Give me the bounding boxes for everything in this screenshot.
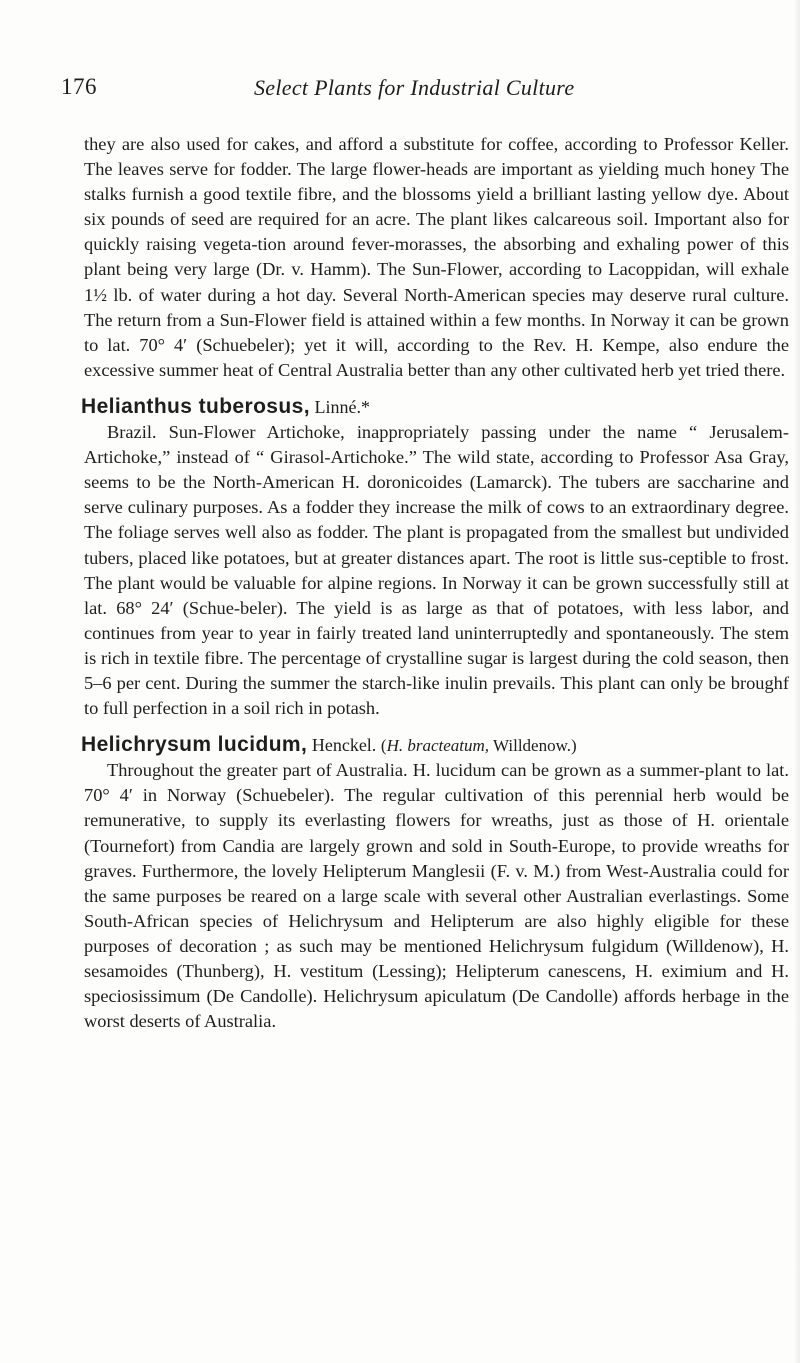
species-authority: Henckel. xyxy=(311,735,377,756)
species-synonym xyxy=(381,736,577,755)
entry-text-helianthus: Brazil. Sun-Flower Artichoke, inappropriately passing under the name “ Jerusalem-Artichoke,” instead of “ Girasol-Artichoke.” The wild state, according to Professor Asa Gray, seems to be the North-American H. doronicoides (Lamarck). The tubers are saccharine and serve culinary purposes. As a fodder they increase the milk of cows to an extraordinary degree. The foliage serves well also as fodder. The plant is propagated from the smallest but undivided tubers, placed like potatoes, but at greater distances apart. The root is little sus-ceptible to frost. The plant would be valuable for alpine regions. In Norway it can be grown successfully still at lat. 68° 24′ (Schue-beler). The yield is as large as that of potatoes, with less labor, and continues from year to year in fairly treated land uninterruptedly and spontaneously. The stem is rich in textile fibre. The percentage of crystalline sugar is largest during the cold season, then 5–6 per cent. During the summer the starch-like inulin prevails. This plant can only be broughf to full perfection in a soil rich in potash. xyxy=(84,422,789,719)
text-body xyxy=(81,132,789,1034)
page-edge-shadow xyxy=(794,0,800,1363)
species-authority: Linné.* xyxy=(314,396,371,417)
species-name: Helichrysum lucidum, xyxy=(81,733,308,757)
synonym-name: H. bracteatum, xyxy=(386,736,490,756)
entry-heading-helianthus xyxy=(81,394,789,420)
synonym-open: ( xyxy=(380,736,387,756)
entry-text-helichrysum: Throughout the greater part of Australia. H. lucidum can be grown as a summer-plant to lat. 70° 4′ in Norway (Schuebeler). The regular cultivation of this perennial herb would be remunerative, to supply its everlasting flowers for wreaths, just as those of H. orientale (Tournefort) from Candia are largely grown and sold in South-Europe, to provide wreaths for graves. Furthermore, the lovely Helipterum Manglesii (F. v. M.) from West-Australia could for the same purposes be reared on a large scale with several other Australian everlastings. Some South-African species of Helichrysum and Helipterum are also highly eligible for these purposes of decoration ; as such may be mentioned Helichrysum fulgidum (Willdenow), H. sesamoides (Thunberg), H. vestitum (Lessing); Helipterum canescens, H. eximium and H. speciosissimum (De Candolle). Helichrysum apiculatum (De Candolle) affords herbage in the worst deserts of Australia. xyxy=(84,760,789,1032)
synonym-close: Willdenow.) xyxy=(489,736,577,756)
entry-heading-helichrysum xyxy=(81,732,789,758)
continued-paragraph: they are also used for cakes, and afford a substitute for coffee, according to Professor Keller. The leaves serve for fodder. The large flower-heads are important as yielding much honey The stalks furnish a good textile fibre, and the blossoms yield a brilliant lasting yellow dye. About six pounds of seed are required for an acre. The plant likes calcareous soil. Important also for quickly raising vegeta-tion around fever-morasses, the absorbing and exhaling power of this plant being very large (Dr. v. Hamm). The Sun-Flower, according to Lacoppidan, will exhale 1½ lb. of water during a hot day. Several North-American species may deserve rural culture. The return from a Sun-Flower field is attained within a few months. In Norway it can be grown to lat. 70° 4′ (Schuebeler); yet it will, according to the Rev. H. Kempe, also endure the excessive summer heat of Central Australia better than any other cultivated herb yet tried there. xyxy=(84,134,789,380)
species-name: Helianthus tuberosus, xyxy=(81,394,310,418)
running-title: Select Plants for Industrial Culture xyxy=(254,75,575,100)
page-number: 176 xyxy=(61,74,97,99)
page-header xyxy=(0,74,800,104)
